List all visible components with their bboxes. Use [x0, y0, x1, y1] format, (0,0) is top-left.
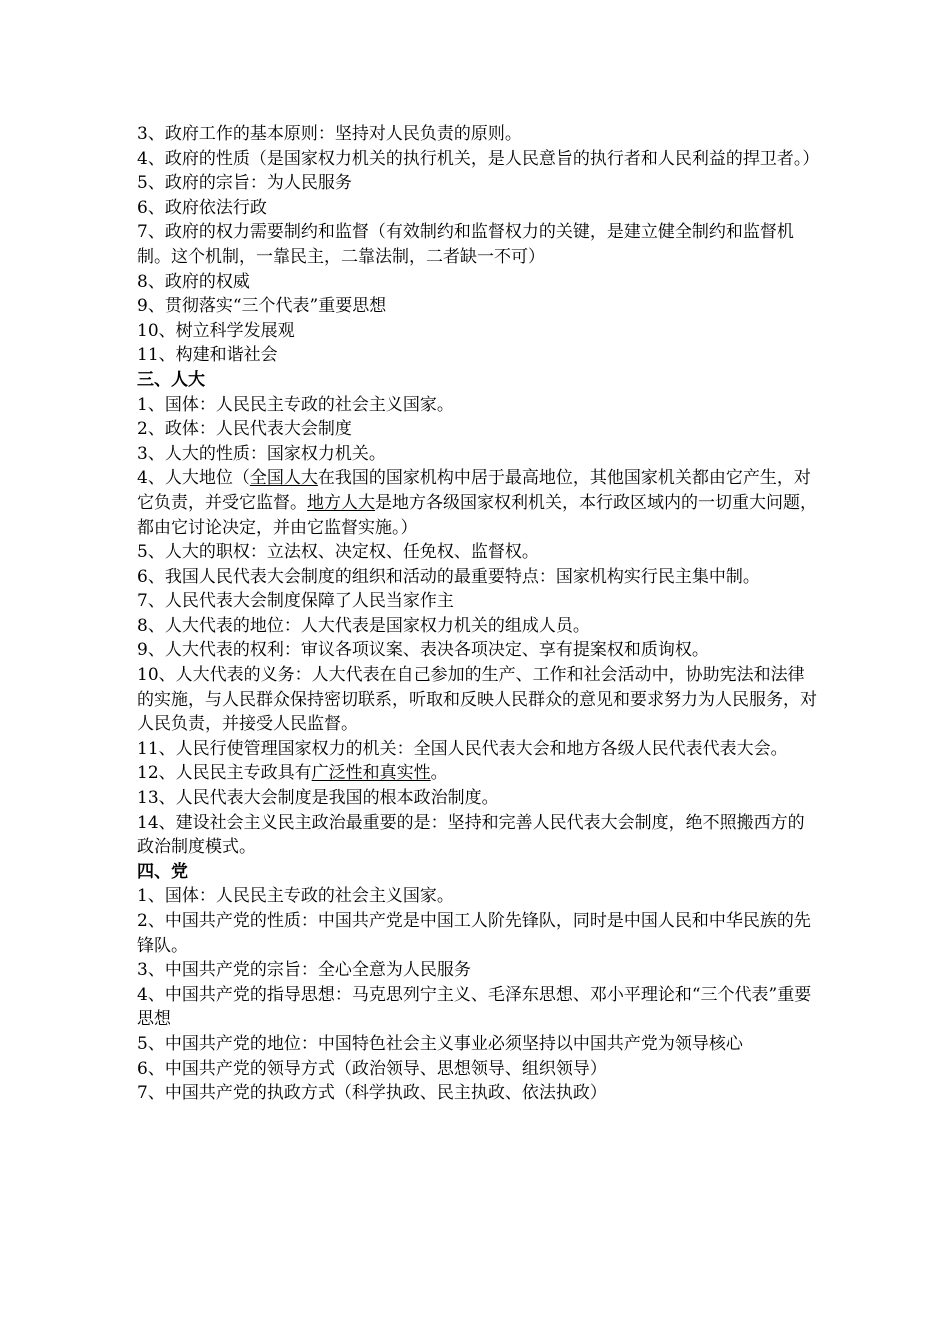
- text-run: 。: [430, 763, 448, 784]
- list-item: 6、政府依法行政: [137, 197, 267, 218]
- list-item: 4、政府的性质（是国家权力机关的执行机关，是人民意旨的执行者和人民利益的捍卫者。）: [137, 148, 820, 169]
- list-item: 6、我国人民代表大会制度的组织和活动的最重要特点：国家机构实行民主集中制。: [137, 566, 760, 587]
- underlined-term: 全国人大: [249, 468, 318, 489]
- list-item: 11、人民行使管理国家权力的机关：全国人民代表大会和地方各级人民代表代表大会。: [137, 738, 788, 759]
- list-item: 4、中国共产党的指导思想：马克思列宁主义、毛泽东思想、邓小平理论和“三个代表”重要思想: [137, 984, 812, 1030]
- list-item: 2、政体：人民代表大会制度: [137, 419, 352, 440]
- list-item: 5、政府的宗旨：为人民服务: [137, 173, 352, 194]
- list-item: 5、中国共产党的地位：中国特色社会主义事业必须坚持以中国共产党为领导核心: [137, 1033, 743, 1054]
- list-item: 3、中国共产党的宗旨：全心全意为人民服务: [137, 960, 471, 981]
- text-run: 12、人民民主专政具有: [137, 763, 312, 784]
- list-item: 10、树立科学发展观: [137, 320, 295, 341]
- underlined-term: 地方人大: [307, 492, 375, 513]
- list-item: 2、中国共产党的性质：中国共产党是中国工人阶先锋队，同时是中国人民和中华民族的先锋队。: [137, 911, 811, 956]
- list-item: 6、中国共产党的领导方式（政治领导、思想领导、组织领导）: [137, 1058, 607, 1079]
- list-item: 3、政府工作的基本原则：坚持对人民负责的原则。: [137, 124, 522, 144]
- list-item: 11、构建和谐社会: [137, 345, 278, 366]
- list-item: 1、国体：人民民主专政的社会主义国家。: [137, 394, 454, 415]
- text-run: 是地方各级国家权利机关，本行政区域内的一切重大问题，都由它讨论决定，并由它监督实施。）: [137, 492, 817, 538]
- list-item: [137, 466, 817, 540]
- list-item: 7、人民代表大会制度保障了人民当家作主: [137, 591, 454, 612]
- section-heading-renda: 三、人大: [137, 369, 205, 390]
- list-item: 8、人大代表的地位：人大代表是国家权力机关的组成人员。: [137, 615, 590, 636]
- list-item: 7、中国共产党的执政方式（科学执政、民主执政、依法执政）: [137, 1083, 607, 1104]
- section-heading-dang: 四、党: [137, 861, 188, 882]
- list-item: 9、人大代表的权利：审议各项议案、表决各项决定、享有提案权和质询权。: [137, 640, 709, 661]
- list-item: 10、人大代表的义务：人大代表在自己参加的生产、工作和社会活动中，协助宪法和法律的实施，与人民群众保持密切联系，听取和反映人民群众的意见和要求努力为人民服务，对人民负责，并接受人民监督。: [137, 665, 817, 735]
- list-item: 13、人民代表大会制度是我国的根本政治制度。: [137, 788, 499, 809]
- list-item: 1、国体：人民民主专政的社会主义国家。: [137, 886, 454, 907]
- text-run: 4、人大地位（: [137, 468, 250, 489]
- text-run: 在我国的国家机构中居于最高地位，其他国家机关都由它产生，对它负责，并受它监督。: [137, 468, 811, 513]
- underlined-term: 广泛性和真实性: [311, 763, 431, 784]
- list-item: 9、贯彻落实“三个代表”重要思想: [137, 296, 387, 317]
- list-item: 14、建设社会主义民主政治最重要的是：坚持和完善人民代表大会制度，绝不照搬西方的政治制度模式。: [137, 812, 805, 858]
- list-item: 5、人大的职权：立法权、决定权、任免权、监督权。: [137, 542, 539, 563]
- list-item: [137, 761, 817, 786]
- list-item: 7、政府的权力需要制约和监督（有效制约和监督权力的关键，是建立健全制约和监督机制。这个机制，一靠民主，二靠法制，二者缺一不可）: [137, 222, 794, 267]
- list-item: 3、人大的性质：国家权力机关。: [137, 443, 386, 464]
- document-page: [137, 122, 820, 1106]
- list-item: 8、政府的权威: [137, 271, 250, 292]
